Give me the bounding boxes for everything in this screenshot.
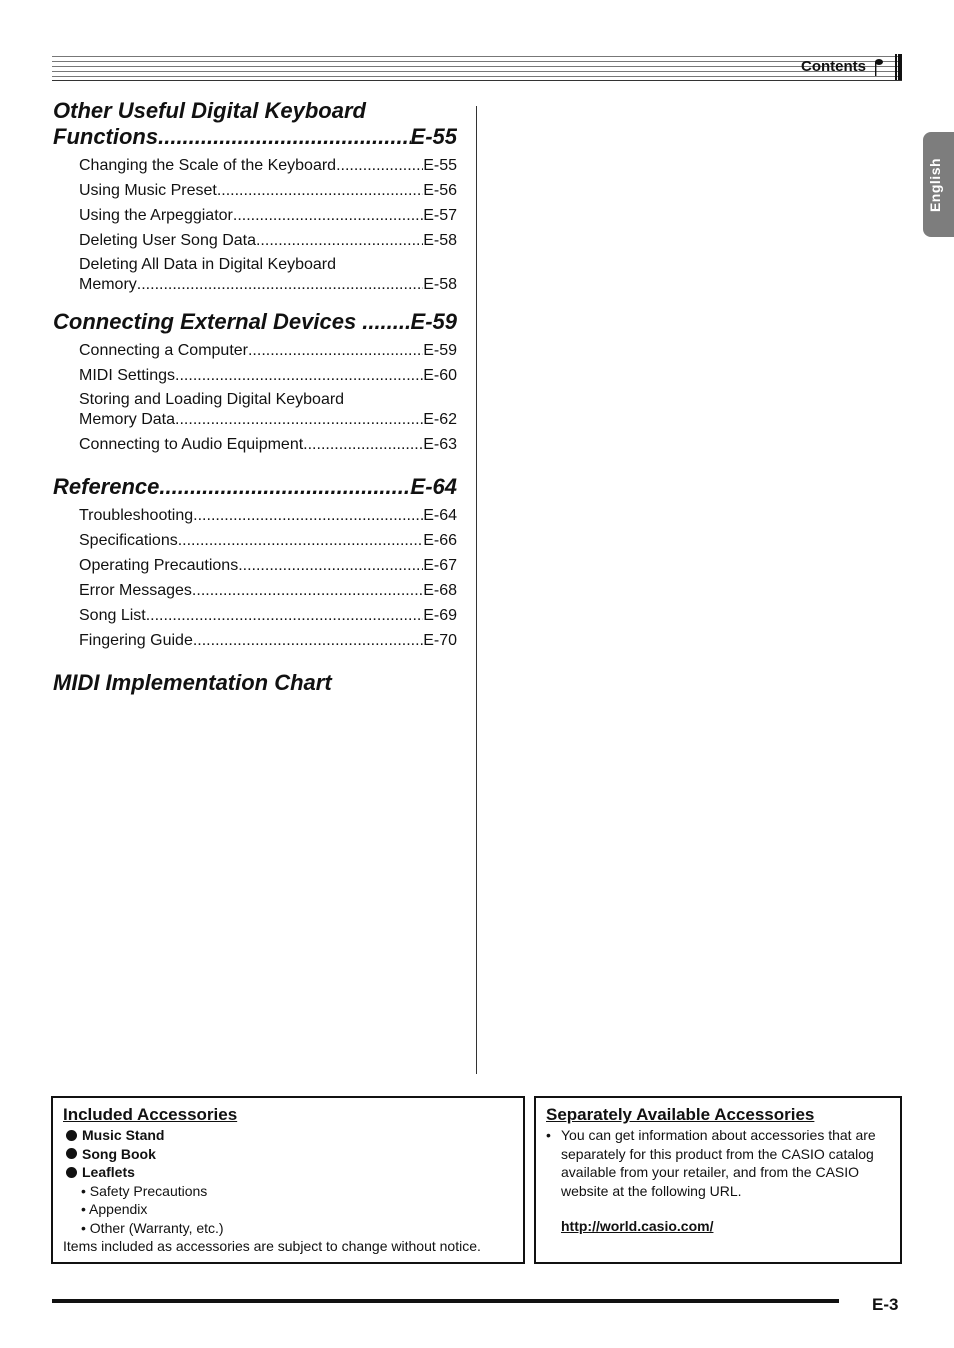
toc-item[interactable] <box>79 228 457 253</box>
bullet-icon: • <box>546 1127 551 1143</box>
leaflet-item-label: Appendix <box>89 1201 148 1217</box>
toc-item-label-line1: Storing and Loading Digital Keyboard <box>79 391 345 408</box>
toc-item-multiline[interactable] <box>79 255 457 295</box>
dot-leader <box>175 410 423 430</box>
toc-item-label: Error Messages <box>79 582 192 599</box>
separate-accessories-info <box>546 1126 890 1200</box>
language-tab <box>923 132 954 237</box>
toc-section-title: Functions <box>53 124 159 149</box>
staff-end-barline <box>898 54 902 80</box>
accessory-item-label: Music Stand <box>82 1127 165 1143</box>
separate-accessories-box <box>534 1096 902 1264</box>
toc-item-page: E-63 <box>423 436 457 453</box>
toc-item-page: E-66 <box>423 532 457 549</box>
toc-item-page: E-58 <box>423 232 457 249</box>
dot-leader <box>159 474 410 500</box>
toc-item-label: Deleting User Song Data <box>79 232 256 249</box>
toc-section-row[interactable] <box>53 124 457 150</box>
separate-accessories-title: Separately Available Accessories <box>546 1105 815 1124</box>
header-staff <box>52 54 902 82</box>
toc-item[interactable] <box>79 603 457 628</box>
toc-section-title: Reference <box>53 474 160 499</box>
toc-item-label: Connecting a Computer <box>79 342 248 359</box>
dot-leader <box>137 275 423 295</box>
toc-item[interactable] <box>79 178 457 203</box>
dot-leader <box>158 124 410 150</box>
toc-item[interactable] <box>79 432 457 457</box>
language-tab-label: English <box>927 157 943 212</box>
dot-leader <box>193 628 423 653</box>
toc-item-row <box>79 410 457 430</box>
toc-item-page: E-62 <box>423 411 457 428</box>
toc-item-label: Fingering Guide <box>79 632 193 649</box>
toc-item-label: Troubleshooting <box>79 507 194 524</box>
dot-leader <box>217 178 423 203</box>
leaflet-item: • Safety Precautions <box>81 1182 208 1199</box>
included-accessories-box <box>51 1096 525 1264</box>
toc-item-page: E-68 <box>423 582 457 599</box>
toc-item-page: E-67 <box>423 557 457 574</box>
accessory-item-label: Leaflets <box>82 1164 135 1180</box>
staff-barline <box>895 54 897 80</box>
casio-website-link[interactable]: http://world.casio.com/ <box>561 1218 714 1234</box>
toc-section-page: E-59 <box>410 309 457 334</box>
leaflet-item-label: Safety Precautions <box>89 1182 208 1199</box>
leaflet-item-label: Other (Warranty, etc.) <box>89 1219 224 1236</box>
toc-item-label: Memory Data <box>79 411 176 428</box>
toc-item-row <box>79 275 457 295</box>
toc-item[interactable] <box>79 503 457 528</box>
toc-item[interactable] <box>79 338 457 363</box>
toc-section-row[interactable] <box>53 309 457 335</box>
toc-item[interactable] <box>79 363 457 388</box>
accessory-item <box>63 1163 513 1182</box>
toc-item-page: E-64 <box>423 507 457 524</box>
toc-item-page: E-56 <box>423 182 457 199</box>
dot-leader <box>336 153 423 178</box>
toc-item-label: Memory <box>79 276 137 293</box>
toc-section-page: E-64 <box>410 474 457 499</box>
dot-leader <box>248 338 423 363</box>
toc-item-page: E-57 <box>423 207 457 224</box>
toc-item-page: E-69 <box>423 607 457 624</box>
leaflet-item: • Other (Warranty, etc.) <box>81 1219 224 1236</box>
bullet-icon <box>66 1167 77 1178</box>
dot-leader <box>193 503 423 528</box>
toc-item-label: Song List <box>79 607 146 624</box>
dot-leader <box>233 203 423 228</box>
toc-item-label: MIDI Settings <box>79 367 176 384</box>
toc-item-label: Specifications <box>79 532 178 549</box>
toc-item-page: E-59 <box>423 342 457 359</box>
toc-item-page: E-58 <box>423 276 457 293</box>
toc-item-page: E-55 <box>423 157 457 174</box>
music-note-icon <box>874 56 890 78</box>
dot-leader <box>256 228 423 253</box>
toc-item-label: Using the Arpeggiator <box>79 207 233 224</box>
dot-leader <box>238 553 423 578</box>
accessory-item <box>63 1145 513 1164</box>
page-number: E-3 <box>872 1295 899 1314</box>
dot-leader <box>192 578 423 603</box>
toc-item[interactable] <box>79 153 457 178</box>
toc-item-multiline[interactable] <box>79 390 457 430</box>
toc-section-page: E-55 <box>410 124 457 149</box>
dot-leader <box>303 432 423 457</box>
dot-leader <box>175 363 423 388</box>
dot-leader <box>362 309 410 335</box>
toc-item[interactable] <box>79 528 457 553</box>
toc-item-label: Operating Precautions <box>79 557 239 574</box>
footer-rule <box>52 1299 839 1303</box>
bullet-icon <box>66 1148 77 1159</box>
toc-item-label: Using Music Preset <box>79 182 217 199</box>
accessory-item-label: Song Book <box>82 1145 156 1162</box>
dot-leader <box>146 603 423 628</box>
toc-item-page: E-70 <box>423 632 457 649</box>
dot-leader <box>178 528 423 553</box>
toc-section-heading <box>53 98 457 150</box>
toc-item[interactable] <box>79 628 457 653</box>
separate-accessories-text: You can get information about accessories that are separately for this product from the CASIO catalog available from your retailer, and from the CASIO website at the following URL. <box>561 1127 876 1199</box>
accessory-item <box>63 1126 513 1145</box>
accessories-note: Items included as accessories are subject to change without notice. <box>63 1238 481 1254</box>
table-of-contents <box>53 98 457 696</box>
toc-section-title-line1: Other Useful Digital Keyboard <box>53 98 366 123</box>
bullet-icon <box>66 1130 77 1141</box>
included-accessories-title: Included Accessories <box>63 1105 238 1124</box>
toc-item[interactable] <box>79 553 457 578</box>
header-contents-label: Contents <box>801 58 866 75</box>
toc-item[interactable] <box>79 578 457 603</box>
toc-section-title[interactable]: MIDI Implementation Chart <box>53 670 332 695</box>
toc-item-page: E-60 <box>423 367 457 384</box>
toc-item-label-line1: Deleting All Data in Digital Keyboard <box>79 256 337 273</box>
column-divider <box>476 106 477 1074</box>
toc-section-title: Connecting External Devices <box>53 309 357 334</box>
toc-item[interactable] <box>79 203 457 228</box>
leaflet-item: • Appendix <box>81 1201 148 1217</box>
toc-item-label: Connecting to Audio Equipment <box>79 436 304 453</box>
toc-section-row[interactable] <box>53 474 457 500</box>
toc-item-label: Changing the Scale of the Keyboard <box>79 157 337 174</box>
